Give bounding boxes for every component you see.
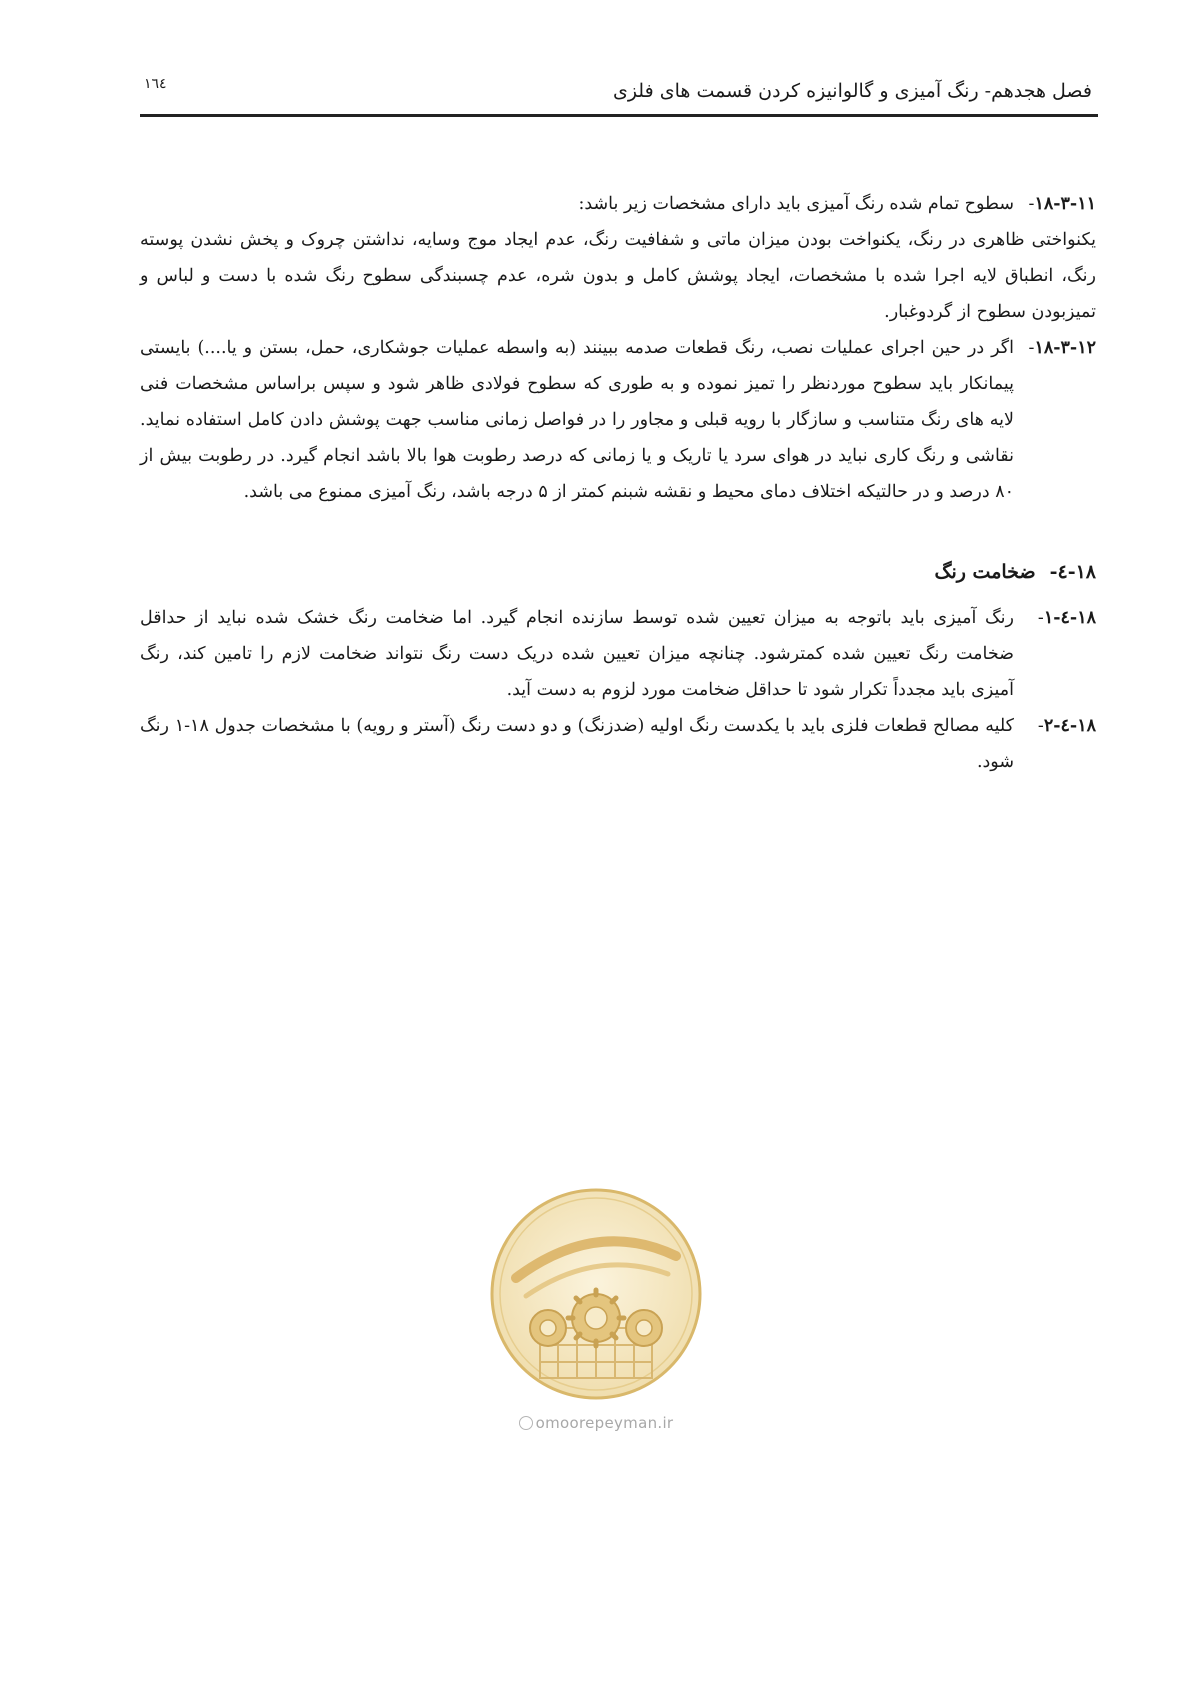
clause-number: ۱۸-۳-۱۱- xyxy=(1028,194,1096,214)
section-title: ضخامت رنگ xyxy=(934,561,1036,583)
page-header xyxy=(140,60,1098,117)
clause-number: ۱۸-۳-۱۲- xyxy=(1028,338,1096,358)
clause-18-4-2 xyxy=(140,708,1096,780)
globe-icon xyxy=(519,1416,533,1430)
section-number: ۱۸-٤- xyxy=(1049,561,1096,583)
page-number: ۱٦٤ xyxy=(144,76,167,92)
clause-text: یکنواختی ظاهری در رنگ، یکنواخت بودن میزان ماتی و شفافیت رنگ، عدم ایجاد موج وسایه، نداشتن چروک و پخش نشدن پوسته رنگ، انطباق لایه اجرا شده با مشخصات، ایجاد پوشش کامل و بدون شره، عدم چسبندگی سطوح رنگ شده با دست و لباس و تمیزبودن سطوح از گردوغبار. xyxy=(140,230,1096,322)
section-heading xyxy=(140,554,1096,590)
watermark-logo xyxy=(486,1178,706,1438)
clause-18-3-12 xyxy=(140,330,1096,510)
clause-text: اگر در حین اجرای عملیات نصب، رنگ قطعات صدمه ببینند (به واسطه عملیات جوشکاری، حمل، بستن و یا....) بایستی پیمانکار باید سطوح موردنظر را تمیز نموده و به طوری که سطوح فولادی ظاهر شود و سپس براساس مشخصات فنی لایه های رنگ متناسب و سازگار با رویه قبلی و مجاور را در فواصل زمانی مناسب جهت پوشش دادن کامل استفاده نماید. نقاشی و رنگ کاری نباید در هوای سرد یا تاریک و یا زمانی که درصد رطوبت هوا بالا باشد انجام گیرد. در رطوبت بیش از ۸۰ درصد و در حالتیکه اختلاف دمای محیط و نقشه شبنم کمتر از ۵ درجه باشد، رنگ آمیزی ممنوع می باشد. xyxy=(140,338,1014,502)
website-caption: omoorepeyman.ir xyxy=(486,1414,706,1432)
chapter-title: فصل هجدهم- رنگ آمیزی و گالوانیزه کردن قسمت های فلزی xyxy=(612,80,1092,102)
clause-text: رنگ آمیزی باید باتوجه به میزان تعیین شده توسط سازنده انجام گیرد. اما ضخامت رنگ خشک شده نباید از حداقل ضخامت رنگ تعیین شده کمترشود. چنانچه میزان تعیین شده دریک دست رنگ نتواند ضخامت لازم را تامین کند، رنگ آمیزی باید مجدداً تکرار شود تا حداقل ضخامت مورد لزوم به دست آید. xyxy=(140,608,1014,700)
clause-18-4-1 xyxy=(140,600,1096,708)
clause-intro: سطوح تمام شده رنگ آمیزی باید دارای مشخصات زیر باشد: xyxy=(578,194,1014,214)
clause-number: ۱۸-٤-۱- xyxy=(1037,608,1096,628)
clause-18-3-11 xyxy=(140,186,1096,330)
clause-number: ۱۸-٤-۲- xyxy=(1037,716,1096,736)
clause-text: کلیه مصالح قطعات فلزی باید با یکدست رنگ اولیه (ضدزنگ) و دو دست رنگ (آستر و رویه) با مشخصات جدول ۱۸-۱ رنگ شود. xyxy=(140,716,1014,772)
page-content xyxy=(140,186,1096,780)
logo-emblem xyxy=(486,1178,706,1410)
